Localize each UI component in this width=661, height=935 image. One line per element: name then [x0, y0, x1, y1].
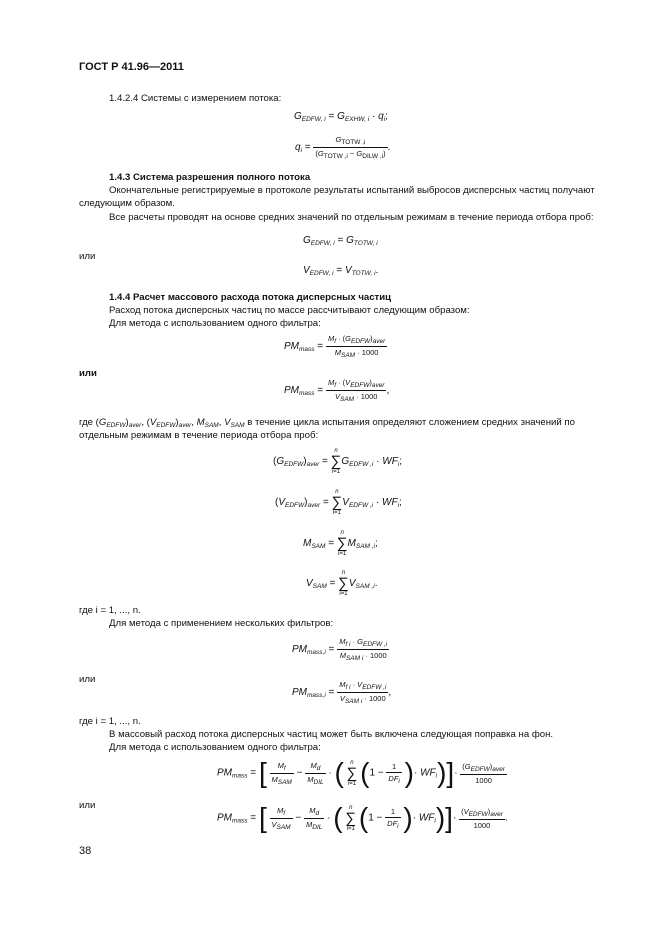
where-index-2: где i = 1, ..., n.	[79, 716, 141, 727]
document-header: ГОСТ Р 41.96—2011	[79, 61, 184, 73]
or-label-1: или	[79, 251, 96, 262]
formula-pm-mass-i-vedfw: $PM_{mass,i}$ = $\frac{M_{f i} \cdot V_{EDFW ,i}}{V_{SAM i} \cdot 1000}$ ,	[292, 680, 392, 705]
formula-qi: $q_i$ = $\frac{G_{TOTW ,i}}{(G_{TOTW ,i} - G_{DILW ,i})}$ .	[295, 135, 391, 160]
or-label-2: или	[79, 674, 96, 685]
section-143-p1b: следующим образом.	[79, 198, 175, 209]
formula-pm-mass-bg-g: $PM_{mass}$ = [ $\frac{M_f}{M_{SAM}}$ − $\frac{M_d}{M_{DIL}}$ · ( n ∑ i=1 (1 − $\frac{1}{DF_i}$ )· $WF_i)]\cdot$ $\frac{(G_{EDFW})_{aver}}{1000}$	[217, 757, 505, 788]
page-number: 38	[79, 845, 92, 857]
section-144-p4: В массовый расход потока дисперсных частиц может быть включена следующая поправка на фон.	[109, 729, 554, 740]
formula-vedfw-aver: $(V_{EDFW})_{aver}$ = n ∑ i=1 $V_{EDFW ,i} \cdot WF_i$;	[275, 489, 402, 516]
formula-gedfw-total: $G_{EDFW, i} = G_{TOTW, i}$	[303, 235, 378, 247]
formula-vsam: $V_{SAM}$ = n ∑ i=1 $V_{SAM ,i}$.	[306, 570, 378, 597]
formula-pm-mass-gedfw: $PM_{mass}$ = $\frac{M_f \cdot (G_{EDFW})_{aver}}{M_{SAM} \cdot 1000}$	[284, 334, 386, 359]
section-143-heading: 1.4.3 Система разрешения полного потока	[109, 172, 311, 183]
section-144-p1: Расход потока дисперсных частиц по массе рассчитывают следующим образом:	[109, 305, 470, 316]
or-label-bold: или	[79, 368, 97, 379]
section-144-p5: Для метода с использованием одного фильтра:	[109, 742, 321, 753]
section-144-p2: Для метода с использованием одного фильтра:	[109, 318, 321, 329]
formula-gedfw-i: $G_{EDFW, i} = G_{EXHW, i} \cdot q_i$;	[294, 111, 388, 123]
section-144-p3: Для метода с применением нескольких фильтров:	[109, 618, 334, 629]
section-143-p2: Все расчеты проводят на основе средних значений по отдельным режимам в течение периода отбора проб:	[109, 212, 594, 223]
section-143-p1: Окончательные регистрируемые в протоколе результаты испытаний выбросов дисперсных частиц получают	[109, 185, 595, 196]
formula-pm-mass-bg-v: $PM_{mass}$ = [ $\frac{M_f}{V_{SAM}}$ − $\frac{M_d}{M_{DIL}}$ · ( n ∑ i=1 (1 − $\frac{1}{DF_i}$ )· $WF_i)]\cdot$ $\frac{(V_{EDFW})_{aver}}{1000}$ .	[217, 802, 508, 833]
section-1424-heading: 1.4.2.4 Системы с измерением потока:	[109, 93, 282, 104]
formula-vedfw-total: $V_{EDFW, i} = V_{TOTW, i}$.	[303, 265, 379, 277]
formula-pm-mass-i-gedfw: $PM_{mass,i}$ = $\frac{M_{f i} \cdot G_{EDFW ,i}}{M_{SAM i} \cdot 1000}$	[292, 637, 388, 662]
or-label-3: или	[79, 800, 96, 811]
formula-msam: $M_{SAM}$ = n ∑ i=1 $M_{SAM ,i}$;	[303, 530, 378, 557]
formula-gedfw-aver: $(G_{EDFW})_{aver}$ = n ∑ i=1 $G_{EDFW ,i} \cdot WF_i$;	[273, 448, 403, 475]
formula-pm-mass-vedfw: $PM_{mass}$ = $\frac{M_f \cdot (V_{EDFW})_{aver}}{V_{SAM} \cdot 1000}$ ,	[284, 378, 390, 403]
where-line-2: отдельным режимам в течение периода отбора проб:	[79, 430, 319, 441]
where-line-1: где $(G_{EDFW})_{aver}$, $(V_{EDFW})_{aver}$, $M_{SAM}$, $V_{SAM}$ в течение цикла испытания определяют сложением средних значений по	[79, 417, 575, 429]
section-144-heading: 1.4.4 Расчет массового расхода потока дисперсных частиц	[109, 292, 392, 303]
where-text: в течение цикла испытания определяют сложением средних значений по	[247, 417, 575, 428]
where-index-1: где i = 1, ..., n.	[79, 605, 141, 616]
